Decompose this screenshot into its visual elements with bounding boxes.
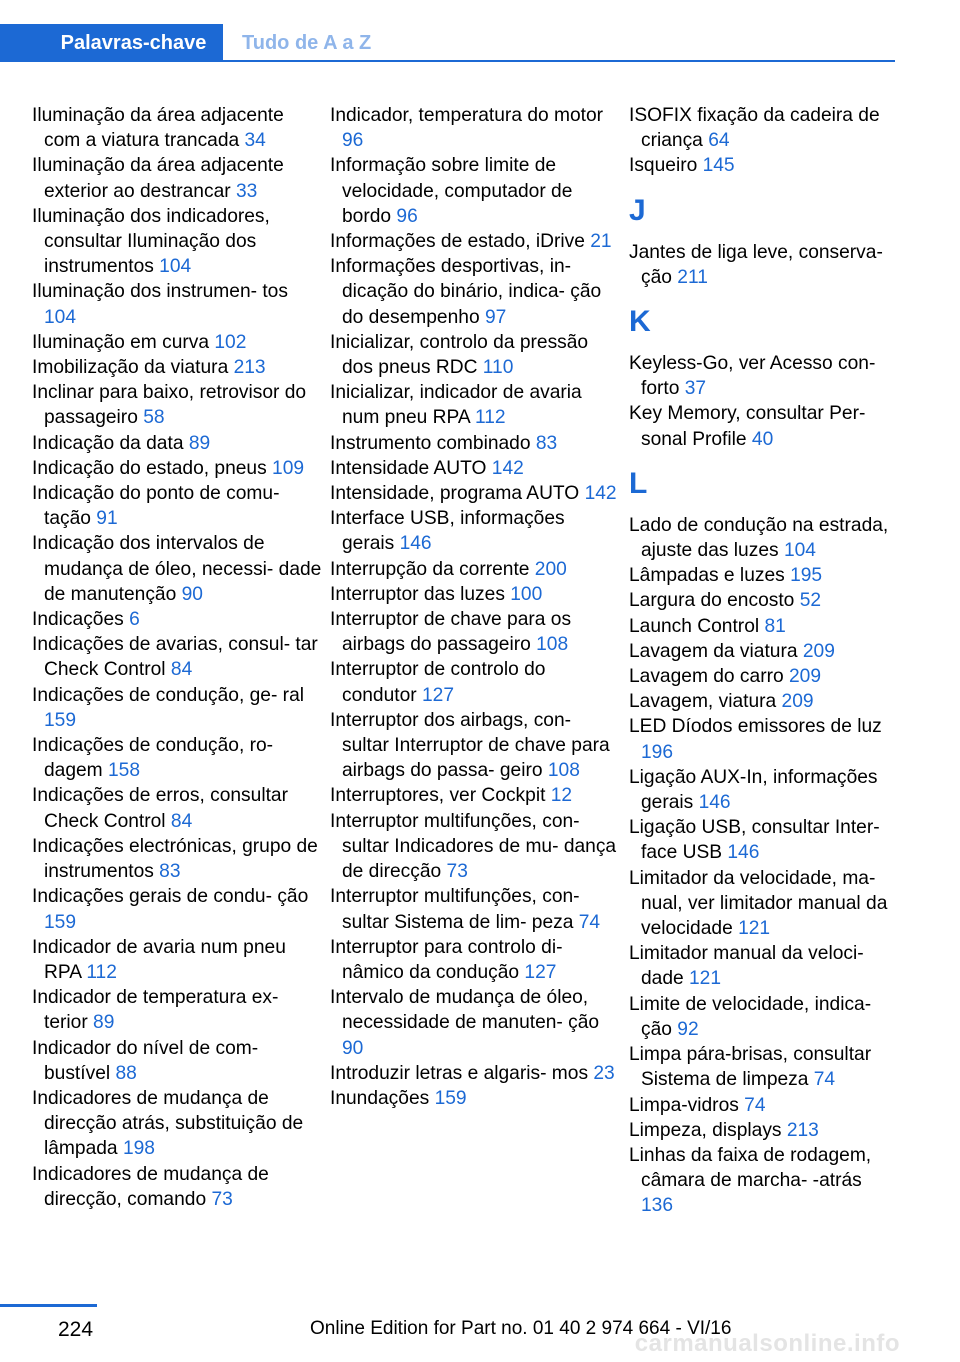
index-entry: [629, 1118, 899, 1143]
index-entry: [330, 985, 620, 1061]
index-entry: [32, 1086, 322, 1162]
index-entry-text: Indicação dos intervalos de mudança de óleo, necessi‐ dade de manutenção: [32, 533, 322, 605]
index-page-link[interactable]: 209: [788, 666, 821, 688]
index-entry-text: Lavagem da viatura: [629, 640, 803, 662]
index-page-link[interactable]: 127: [524, 961, 557, 983]
index-entry-text: ISOFIX fixação da cadeira de criança: [629, 105, 880, 152]
index-page-link[interactable]: 74: [744, 1094, 766, 1116]
index-entry-text: Indicações de condução, ro‐ dagem: [32, 735, 274, 782]
index-entry-text: Interface USB, informações gerais: [330, 508, 565, 555]
index-entry: [32, 330, 322, 355]
index-entry: [629, 103, 899, 153]
index-page-link[interactable]: 109: [272, 457, 305, 479]
index-page-link[interactable]: 209: [781, 691, 814, 713]
index-entry-text: Interruptor de controlo do condutor: [330, 659, 546, 706]
index-entry-text: Intensidade AUTO: [330, 457, 492, 479]
index-page-link[interactable]: 108: [536, 634, 569, 656]
index-entry-text: Iluminação da área adjacente com a viatura trancada: [32, 105, 284, 152]
index-page-link[interactable]: 40: [751, 428, 774, 450]
header-tabbar: [0, 24, 895, 62]
index-page-link[interactable]: 83: [535, 432, 558, 454]
index-page-link[interactable]: 112: [474, 407, 506, 429]
index-entry-text: Iluminação em curva: [32, 331, 215, 353]
index-entry-text: Inicializar, controlo da pressão dos pneus RDC: [330, 331, 589, 379]
index-entry-text: Isqueiro: [629, 155, 703, 177]
index-letter-heading: J: [629, 193, 646, 227]
index-entry: [330, 456, 620, 481]
index-entry: [32, 834, 322, 884]
index-entry-text: Linhas da faixa de rodagem, câmara de marcha‐ ‐atrás: [629, 1144, 872, 1192]
index-entry-text: Iluminação da área adjacente exterior ao destrancar: [32, 155, 284, 202]
index-entry-text: Indicações electrónicas, grupo de instrumentos: [32, 835, 318, 883]
index-entry-text: Indicador, temperatura do motor: [330, 105, 604, 126]
index-page-link[interactable]: 213: [233, 357, 266, 379]
index-entry-text: Keyless-Go, ver Acesso con‐ forto: [629, 353, 876, 400]
index-entry-text: Lavagem do carro: [629, 666, 789, 688]
index-entry: [32, 153, 322, 203]
index-page-link[interactable]: 100: [510, 583, 543, 605]
index-entry-text: Ligação AUX-In, informações gerais: [629, 766, 878, 814]
index-entry: [330, 809, 620, 885]
index-page-link[interactable]: 52: [799, 590, 822, 612]
index-page-link[interactable]: 136: [641, 1195, 674, 1217]
index-entry: [330, 431, 620, 456]
index-entry: [629, 815, 899, 865]
index-entry-text: Indicação do ponto de comu‐ tação: [32, 483, 280, 530]
index-entry-text: Lavagem, viatura: [629, 691, 782, 713]
index-entry: [629, 153, 899, 178]
index-entry-text: Key Memory, consultar Per‐ sonal Profile: [629, 403, 866, 450]
index-page-link[interactable]: 121: [689, 968, 722, 990]
index-entry-text: Interruptor para controlo di‐ nâmico da condução: [330, 936, 563, 983]
index-entry-text: Indicações gerais de condu‐ ção: [32, 886, 309, 908]
index-page-link[interactable]: 6: [129, 609, 140, 631]
index-entry-text: Intervalo de mudança de óleo, necessidade de manuten‐ ção: [330, 987, 600, 1034]
index-entry-text: Inundações: [330, 1087, 435, 1109]
index-entry: [32, 1162, 322, 1212]
index-entry: [32, 204, 322, 280]
index-entry: [629, 664, 899, 689]
watermark: carmanualsonline.info: [634, 1330, 900, 1357]
index-entry-text: Indicação da data: [32, 432, 189, 454]
index-entry: [32, 279, 322, 329]
index-entry: [629, 401, 899, 451]
index-entry-text: Intensidade, programa AUTO: [330, 483, 585, 505]
index-entry-text: Iluminação dos instrumen‐ tos: [32, 281, 288, 303]
index-entry: [330, 153, 620, 229]
index-entry: [32, 632, 322, 682]
index-column-2: [330, 103, 620, 1111]
index-entry: [629, 588, 899, 613]
index-page-link[interactable]: 104: [783, 540, 816, 562]
index-page-link[interactable]: 96: [342, 130, 364, 152]
index-page-link[interactable]: 84: [170, 659, 193, 681]
index-entry-text: Imobilização da viatura: [32, 357, 234, 379]
index-page-link[interactable]: 37: [684, 378, 707, 400]
index-entry: [32, 456, 322, 481]
index-page-link[interactable]: 90: [181, 583, 203, 605]
index-entry: [330, 229, 620, 254]
index-entry: [32, 431, 322, 456]
index-entry: [330, 330, 620, 380]
index-entry: [629, 765, 899, 815]
index-entry-text: Limitador da velocidade, ma‐ nual, ver limitador manual da velocidade: [629, 867, 888, 940]
index-entry-text: Indicadores de mudança de direcção, comando: [32, 1163, 269, 1210]
index-page-link[interactable]: 58: [143, 407, 165, 429]
index-entry-text: Interruptores, ver Cockpit: [330, 785, 551, 807]
index-entry-text: Indicações de avarias, consul‐ tar Check Control: [32, 634, 318, 681]
index-entry-text: Largura do encosto: [629, 590, 800, 612]
index-entry-text: Introduzir letras e algaris‐ mos: [330, 1062, 594, 1084]
index-entry: [330, 708, 620, 784]
index-entry-text: Inicializar, indicador de avaria num pneu RPA: [330, 382, 582, 429]
index-entry-text: Lâmpadas e luzes: [629, 565, 791, 587]
index-entry: [32, 935, 322, 985]
index-entry: [330, 607, 620, 657]
index-entry-text: LED Díodos emissores de luz: [629, 716, 882, 738]
index-entry-text: Iluminação dos indicadores, consultar Iluminação dos instrumentos: [32, 205, 270, 278]
index-page-link[interactable]: 97: [484, 306, 507, 328]
index-entry: [330, 481, 620, 506]
index-page-link[interactable]: 74: [813, 1069, 836, 1091]
index-page-link[interactable]: 110: [482, 357, 514, 379]
index-entry: [629, 351, 899, 401]
index-entry: [330, 1086, 620, 1111]
index-page-link[interactable]: 81: [764, 615, 786, 637]
index-entry: [32, 380, 322, 430]
index-page-link[interactable]: 90: [342, 1037, 364, 1059]
index-entry: [330, 103, 620, 153]
index-entry: [629, 240, 899, 290]
index-entry: [629, 563, 899, 588]
index-entry-text: Limite de velocidade, indica‐ ção: [629, 993, 872, 1040]
index-entry: [330, 884, 620, 934]
index-entry: [32, 985, 322, 1035]
index-entry-text: Inclinar para baixo, retrovisor do passageiro: [32, 382, 307, 429]
index-entry-text: Indicadores de mudança de direcção atrás, substituição de lâmpada: [32, 1087, 304, 1160]
index-page-link[interactable]: 211: [677, 266, 708, 288]
index-entry: [629, 689, 899, 714]
index-entry: [330, 254, 620, 330]
index-entry: [629, 614, 899, 639]
index-page-link[interactable]: 96: [396, 205, 418, 227]
index-entry: [32, 355, 322, 380]
index-page-link[interactable]: 195: [790, 565, 823, 587]
index-letter-heading: K: [629, 305, 651, 339]
index-page-link[interactable]: 198: [122, 1138, 155, 1160]
index-entry: [629, 1143, 899, 1219]
index-page-link[interactable]: 92: [677, 1018, 699, 1040]
index-page-link[interactable]: 158: [108, 760, 141, 782]
index-entry-text: Launch Control: [629, 615, 765, 637]
tab-underline: [223, 60, 895, 62]
index-entry-text: Instrumento combinado: [330, 432, 536, 454]
index-page-link[interactable]: 89: [93, 1012, 115, 1034]
index-entry-text: Indicação do estado, pneus: [32, 457, 273, 479]
index-entry: [330, 657, 620, 707]
index-page-link[interactable]: 88: [115, 1062, 137, 1084]
index-entry: [629, 1042, 899, 1092]
tab-palavras-chave[interactable]: Palavras-chave: [0, 24, 223, 62]
index-page-link[interactable]: 213: [786, 1119, 819, 1141]
index-entry-text: Limpa pára-brisas, consultar Sistema de limpeza: [629, 1044, 872, 1091]
index-entry: [330, 935, 620, 985]
index-entry: [32, 607, 322, 632]
index-page-link[interactable]: 146: [698, 792, 731, 814]
index-entry: [629, 513, 899, 563]
index-entry: [629, 941, 899, 991]
index-entry: [32, 103, 322, 153]
index-page-link[interactable]: 142: [491, 457, 524, 479]
index-page-link[interactable]: 89: [188, 432, 211, 454]
index-entry-text: Indicações de erros, consultar Check Control: [32, 785, 288, 832]
index-entry-text: Interruptor multifunções, con‐ sultar Indicadores de mu‐ dança de direcção: [330, 810, 617, 883]
page-number: 224: [58, 1318, 94, 1341]
index-page-link[interactable]: 145: [702, 155, 735, 177]
index-entry: [629, 1093, 899, 1118]
index-page-link[interactable]: 73: [446, 861, 468, 883]
index-page-link[interactable]: 127: [422, 684, 455, 706]
index-entry-text: Indicador do nível de com‐ bustível: [32, 1037, 259, 1084]
index-entry: [32, 733, 322, 783]
index-page-link[interactable]: 159: [44, 709, 77, 731]
index-entry-text: Jantes de liga leve, conserva‐ ção: [629, 241, 883, 288]
index-entry: [32, 683, 322, 733]
index-page-link[interactable]: 146: [399, 533, 432, 555]
index-entry: [330, 557, 620, 582]
index-entry-text: Ligação USB, consultar Inter‐ face USB: [629, 817, 880, 864]
index-entry-text: Interruptor de chave para os airbags do passageiro: [330, 609, 572, 656]
index-entry: [629, 992, 899, 1042]
index-entry-text: Indicador de avaria num pneu RPA: [32, 936, 286, 983]
index-entry-text: Indicador de temperatura ex‐ terior: [32, 987, 279, 1034]
index-entry: [32, 884, 322, 934]
index-entry-text: Informações desportivas, in‐ dicação do binário, indica‐ ção do desempenho: [330, 256, 602, 328]
index-entry: [32, 481, 322, 531]
index-entry: [330, 1061, 620, 1086]
index-page-link[interactable]: 91: [96, 508, 118, 530]
index-page-link[interactable]: 209: [802, 640, 835, 662]
index-page-link[interactable]: 200: [534, 558, 567, 580]
index-page-link[interactable]: 33: [235, 180, 258, 202]
index-entry-text: Informação sobre limite de velocidade, computador de bordo: [330, 155, 573, 227]
index-page-link[interactable]: 74: [578, 911, 601, 933]
index-entry-text: Interruptor das luzes: [330, 583, 511, 605]
index-entry-text: Interrupção da corrente: [330, 558, 535, 580]
page-number-rule: [0, 1304, 97, 1307]
index-page-link[interactable]: 159: [434, 1087, 467, 1109]
index-entry-text: Indicações: [32, 609, 130, 631]
index-column-3: [629, 103, 899, 1219]
index-entry-text: Indicações de condução, ge‐ ral: [32, 684, 304, 706]
index-entry-text: Interruptor multifunções, con‐ sultar Sistema de lim‐ peza: [330, 886, 580, 933]
index-entry-text: Limitador manual da veloci‐ dade: [629, 943, 864, 990]
index-entry-text: Limpa-vidros: [629, 1094, 745, 1116]
index-entry-text: Informações de estado, iDrive: [330, 231, 591, 253]
tab-tudo-de-a-a-z[interactable]: Tudo de A a Z: [242, 31, 372, 54]
index-entry-text: Limpeza, displays: [629, 1119, 787, 1141]
index-entry: [330, 783, 620, 808]
index-page-link[interactable]: 102: [214, 331, 247, 353]
index-page-link[interactable]: 73: [211, 1188, 233, 1210]
index-entry: [629, 639, 899, 664]
index-page-link[interactable]: 21: [590, 231, 612, 253]
index-page-link[interactable]: 159: [44, 911, 77, 933]
index-column-1: [32, 103, 322, 1212]
index-entry: [629, 714, 899, 764]
index-entry-text: Interruptor dos airbags, con‐ sultar Interruptor de chave para airbags do passa‐ geiro: [330, 709, 610, 782]
index-page-link[interactable]: 104: [44, 306, 77, 328]
index-page-link[interactable]: 196: [641, 741, 674, 763]
index-entry: [629, 866, 899, 942]
index-entry: [32, 531, 322, 607]
index-letter-heading: L: [629, 466, 648, 500]
index-page-link[interactable]: 34: [244, 130, 266, 152]
index-entry: [330, 380, 620, 430]
index-page-link[interactable]: 104: [159, 256, 192, 278]
index-page-link[interactable]: 83: [159, 861, 181, 883]
index-page-link[interactable]: 146: [727, 842, 760, 864]
index-page-link[interactable]: 142: [584, 483, 617, 505]
index-page-link[interactable]: 64: [708, 130, 730, 152]
index-page-link[interactable]: 23: [593, 1062, 615, 1084]
index-page-link[interactable]: 84: [170, 810, 193, 832]
index-entry-text: Lado de condução na estrada, ajuste das luzes: [629, 514, 889, 562]
index-entry: [330, 582, 620, 607]
index-page-link[interactable]: 12: [550, 785, 573, 807]
index-entry: [32, 1036, 322, 1086]
index-entry: [32, 783, 322, 833]
index-page-link[interactable]: 108: [547, 760, 580, 782]
edition-text: Online Edition for Part no. 01 40 2 974 664 - VI/16: [310, 1318, 732, 1339]
index-entry: [330, 506, 620, 556]
index-page-link[interactable]: 112: [86, 961, 117, 983]
index-page-link[interactable]: 121: [738, 918, 771, 940]
